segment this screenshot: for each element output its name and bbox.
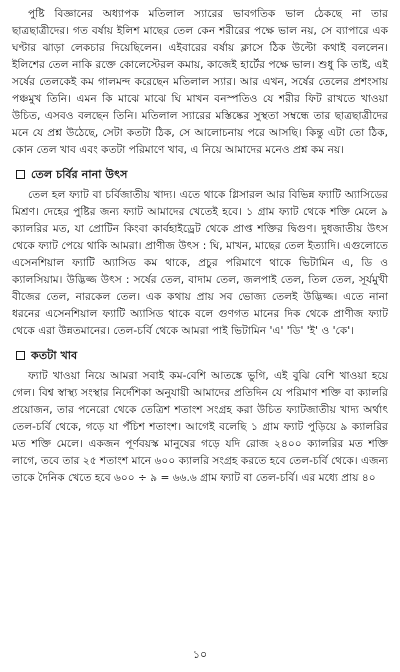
paragraph-quantity: ফ্যাট খাওয়া নিয়ে আমরা সবাই কম-বেশি আতঙ্কে ভুগি, এই বুঝি বেশি খাওয়া হয়ে গেল। বিশ্ব স্বাস্থ্য সংস্থার নির্দেশিকা অনুযায়ী আমাদের প্রতিদিন যে পরিমাণ শক্তি বা ক্যালরি প্রয়োজন, তার পনেরো থেকে তেত্রিশ শতাংশ সংগ্রহ করা উচিত ফ্যাটজাতীয় খাদ্য অর্থাৎ তেল-চর্বি থেকে, গড়ে যা পঁচিশ শতাংশ। আগেই বলেছি ১ গ্রাম ফ্যাট পুড়িয়ে ৯ ক্যালরির মত শক্তি মেলে। একজন পূর্ণবয়স্ক মানুষের গড়ে যদি রোজ ২৪০০ ক্যালরির মত শক্তি লাগে, তবে তার ২৫ শতাংশ মানে ৬০০ ক্যালরি সংগ্রহ করতে হবে তেল-চর্বি থেকে। এজন্য তাকে দৈনিক খেতে হবে ৬০০ ÷ ৯ = ৬৬.৬ গ্রাম ফ্যাট বা তেল-চর্বি। এর মধ্যে প্রায় ৪০ <box>12 370 388 484</box>
page-body <box>12 6 388 487</box>
section-heading-quantity <box>16 347 388 364</box>
paragraph-intro: পুষ্টি বিজ্ঞানের অধ্যাপক মতিলাল স্যারের ভাবগতিক ভাল ঠেকছে না তার ছাত্রছাত্রীদের। গত বর্ষায় ইলিশ মাছের তেল কেন শরীরের পক্ষে ভাল নয়, সে ব্যাপারে এক ঘণ্টার ঝাড়া লেকচার দিয়েছিলেন। এইবারের বর্ষায় ক্লাসে ঠিক উল্টো কথাই বললেন। ইলিশের তেল নাকি রক্তে কোলেস্টেরল কমায়, কাজেই হার্টের পক্ষে ভাল। শুধু কি তাই, এই সর্ষের তেলকেই কম গালমন্দ করেছেন মতিলাল স্যার। আর এখন, সর্ষের তেলের প্রশংসায় পঞ্চমুখ তিনি। এমন কি মাঝে মাঝে ঘি মাখন বনস্পতিও যে শরীর ফিট রাখতে খাওয়া উচিত, এসবও বলছেন তিনি। মতিলাল স্যারের মস্তিষ্কের সুস্থতা সম্বন্ধে তার ছাত্রছাত্রীদের মনে যে প্রশ্ন উঠেছে, সেটা কতটা ঠিক, সে আলোচনায় পরে আসছি। কিন্তু এটা তো ঠিক, কোন তেল খাব এবং কতটা পরিমাণে খাব, এ নিয়ে আমাদের মনেও প্রশ্ন কম নয়। <box>12 8 388 156</box>
section-heading-quantity-label: কতটা খাব <box>31 349 78 362</box>
checkbox-bullet-icon <box>16 170 25 179</box>
section-heading-sources-label: তেল চর্বির নানা উৎস <box>31 168 128 181</box>
page-number: ১০ <box>192 648 208 661</box>
checkbox-bullet-icon <box>16 351 25 360</box>
section-heading-sources <box>16 166 388 183</box>
paragraph-sources: তেল হল ফ্যাট বা চর্বিজাতীয় খাদ্য। এতে থাকে গ্লিসারল আর বিভিন্ন ফ্যাটি অ্যাসিডের মিশ্রণ। দেহের পুষ্টির জন্য ফ্যাট আমাদের খেতেই হবে। ১ গ্রাম ফ্যাট থেকে শক্তি মেলে ৯ ক্যালরির মত, যা প্রোটিন কিংবা কার্বহাইড্রেট থেকে প্রাপ্ত শক্তির দ্বিগুণ। দুধজাতীয় উৎস থেকে ফ্যাট পেয়ে থাকি আমরা। প্রাণীজ উৎস : ঘি, মাখন, মাছের তেল ইত্যাদি। এগুলোতে এসেনশিয়াল ফ্যাটি অ্যাসিড কম থাকে, প্রচুর পরিমাণে থাকে ভিটামিন এ, ডি ও ক্যালসিয়াম। উদ্ভিজ্জ উৎস : সর্ষের তেল, বাদাম তেল, জলপাই তেল, তিল তেল, সূর্যমুখী বীজের তেল, নারকেল তেল। এক কথায় প্রায় সব ভোজ্য তেলই উদ্ভিজ্জ। এতে নানা ধরনের এসেনশিয়াল ফ্যাটি অ্যাসিড থাকে বলে গুণগত মানের দিক থেকে প্রাণীজ ফ্যাট থেকে এরা উন্নতমানের। তেল-চর্বি থেকে আমরা পাই ভিটামিন 'এ' 'ডি' 'ই' ও 'কে'। <box>12 189 388 337</box>
